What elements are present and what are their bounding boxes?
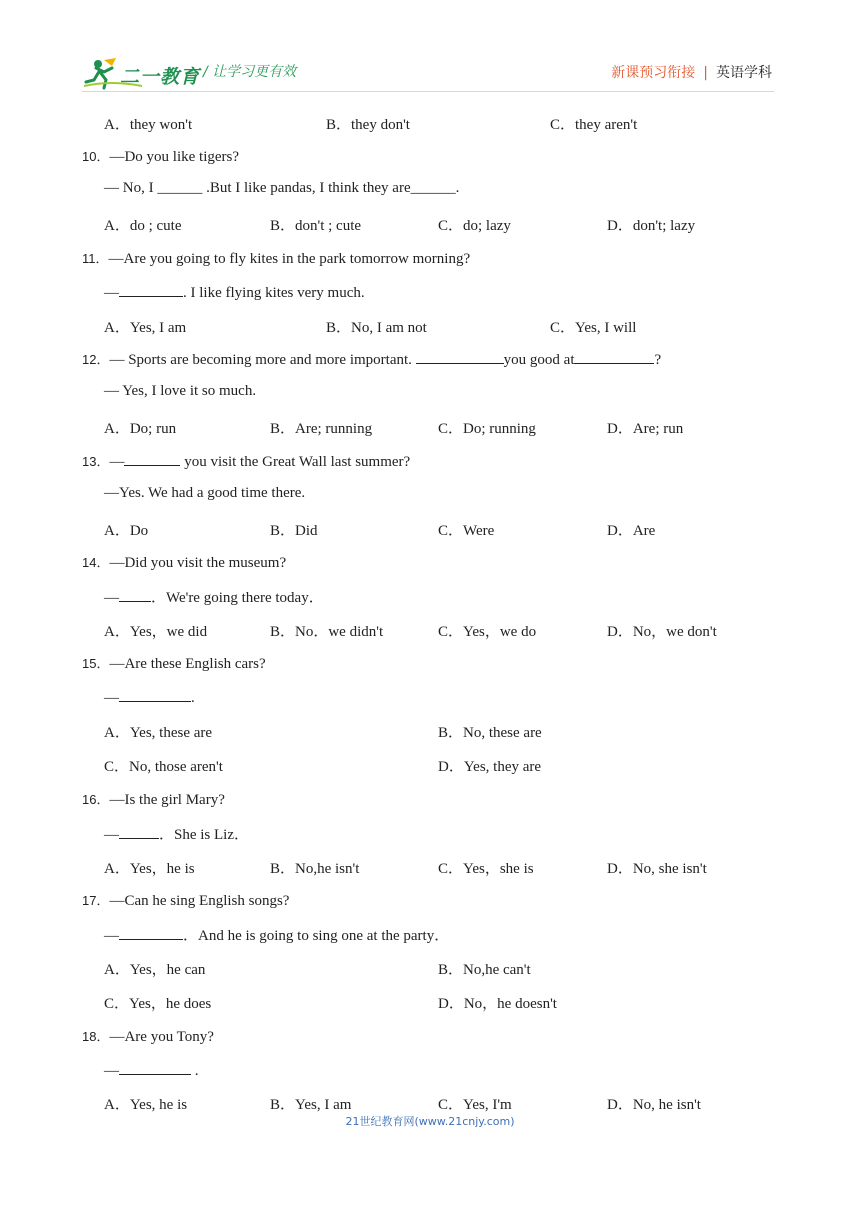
q9-option-b: B．they don't <box>326 117 410 133</box>
question-text: you good at <box>503 352 575 368</box>
q17-question <box>82 890 289 910</box>
reply-text: . <box>191 690 195 706</box>
q12-option-b: B．Are; running <box>270 421 373 437</box>
logo-text: 二一教育 <box>120 66 201 88</box>
q12-option-c: C．Do; running <box>438 421 536 437</box>
reply-text: . <box>191 1063 199 1079</box>
q13-option-b: B．Did <box>270 523 318 539</box>
reply-text: . I like flying kites very much. <box>183 285 365 301</box>
question-number: 15． <box>82 656 110 671</box>
question-text: —Is the girl Mary? <box>109 792 225 808</box>
reply-text: . <box>455 180 460 196</box>
q16-option-c: C．Yes，she is <box>438 861 534 877</box>
header-slogan: / 让学习更有效 <box>203 64 297 80</box>
question-number: 12． <box>82 352 110 367</box>
question-text: — <box>109 454 125 470</box>
q16-option-a: A．Yes，he is <box>104 861 195 877</box>
q18-reply <box>104 1060 199 1080</box>
q15-option-c: C．No, those aren't <box>104 759 223 775</box>
q14-option-c: C．Yes，we do <box>438 624 537 640</box>
answer-blank <box>124 451 180 466</box>
q18-option-a: A．Yes, he is <box>104 1097 188 1113</box>
header-course: 新课预习衔接 <box>611 65 696 81</box>
answer-blank <box>119 282 183 297</box>
q16-reply <box>104 823 249 844</box>
q16-option-b: B．No,he isn't <box>270 861 360 877</box>
q9-option-a: A．they won't <box>104 117 193 133</box>
question-text: —Did you visit the museum? <box>109 555 287 571</box>
q10-reply <box>104 180 459 197</box>
q11-option-c: C．Yes, I will <box>550 320 637 336</box>
q13-question <box>82 451 410 471</box>
answer-blank <box>574 349 654 364</box>
q10-option-b: B．don't ; cute <box>270 218 362 234</box>
answer-blank <box>119 587 151 602</box>
q17-reply <box>104 924 449 945</box>
q12-option-d: D．Are; run <box>607 421 684 437</box>
reply-text: ．We're going there today． <box>151 590 324 606</box>
reply-text: — <box>104 1063 119 1079</box>
question-number: 14． <box>82 555 110 570</box>
answer-blank: ______ <box>157 180 203 196</box>
question-text: ? <box>654 352 662 368</box>
question-number: 13． <box>82 454 110 469</box>
q11-option-b: B．No, I am not <box>326 320 427 336</box>
q10-option-d: D．don't; lazy <box>607 218 696 234</box>
question-number: 18． <box>82 1029 110 1044</box>
q13-reply: —Yes. We had a good time there. <box>104 485 306 501</box>
q18-option-d: D．No, he isn't <box>607 1097 701 1113</box>
answer-blank <box>119 925 183 940</box>
q14-option-b: B．No．we didn't <box>270 624 384 640</box>
page-header <box>0 0 860 100</box>
q15-option-b: B．No, these are <box>438 725 542 741</box>
q17-option-d: D．No，he doesn't <box>438 996 557 1012</box>
question-text: —Are you Tony? <box>109 1029 214 1045</box>
reply-text: — <box>104 690 119 706</box>
q18-option-c: C．Yes, I'm <box>438 1097 512 1113</box>
question-text: —Are these English cars? <box>109 656 266 672</box>
q18-question <box>82 1026 214 1046</box>
q14-question <box>82 552 286 572</box>
q10-option-c: C．do; lazy <box>438 218 511 234</box>
q12-reply: — Yes, I love it so much. <box>104 383 257 399</box>
reply-text: — <box>104 285 119 301</box>
q15-option-a: A．Yes, these are <box>104 725 213 741</box>
reply-text: — <box>104 928 119 944</box>
q17-option-c: C．Yes，he does <box>104 996 212 1012</box>
q14-reply <box>104 586 324 607</box>
q15-option-d: D．Yes, they are <box>438 759 542 775</box>
header-separator: | <box>703 65 708 81</box>
reply-text: — No, I <box>104 180 158 196</box>
q11-option-a: A．Yes, I am <box>104 320 187 336</box>
reply-text: — <box>104 827 119 843</box>
answer-blank <box>119 687 191 702</box>
q12-question <box>82 349 661 369</box>
q9-option-c: C．they aren't <box>550 117 638 133</box>
answer-blank: ______ <box>410 180 456 196</box>
question-number: 16． <box>82 792 110 807</box>
question-number: 10． <box>82 149 110 164</box>
q15-reply <box>104 687 195 707</box>
q13-option-c: C．Were <box>438 523 495 539</box>
page-footer: 21世纪教育网(www.21cnjy.com) <box>345 1115 515 1128</box>
reply-text: ．And he is going to sing one at the party． <box>183 928 450 944</box>
question-text: —Are you going to fly kites in the park tomorrow morning? <box>108 251 471 267</box>
header-subject-label: 英语学科 <box>716 65 772 81</box>
answer-blank <box>416 349 504 364</box>
header-divider <box>82 91 774 92</box>
answer-blank <box>119 1060 191 1075</box>
reply-text: — <box>104 590 119 606</box>
q16-option-d: D．No, she isn't <box>607 861 707 877</box>
reply-text: .But I like pandas, I think they are <box>202 180 411 196</box>
q15-question <box>82 653 266 673</box>
reply-text: ．She is Liz． <box>159 827 249 843</box>
question-text: —Can he sing English songs? <box>109 893 290 909</box>
question-text: —Do you like tigers? <box>109 149 240 165</box>
q14-option-a: A．Yes，we did <box>104 624 208 640</box>
q17-option-a: A．Yes，he can <box>104 962 206 978</box>
q16-question <box>82 789 225 809</box>
q11-reply <box>104 282 365 302</box>
q13-option-d: D．Are <box>607 523 656 539</box>
header-subject <box>611 62 772 82</box>
q11-question <box>82 248 470 268</box>
q13-option-a: A．Do <box>104 523 149 539</box>
question-number: 11． <box>82 251 109 266</box>
question-text: you visit the Great Wall last summer? <box>180 454 411 470</box>
q14-option-d: D．No，we don't <box>607 624 717 640</box>
q10-question <box>82 146 239 166</box>
q18-option-b: B．Yes, I am <box>270 1097 352 1113</box>
q17-option-b: B．No,he can't <box>438 962 531 978</box>
q10-option-a: A．do ; cute <box>104 218 182 234</box>
answer-blank <box>119 824 159 839</box>
q12-option-a: A．Do; run <box>104 421 177 437</box>
question-number: 17． <box>82 893 110 908</box>
question-text: — Sports are becoming more and more important. <box>109 352 416 368</box>
